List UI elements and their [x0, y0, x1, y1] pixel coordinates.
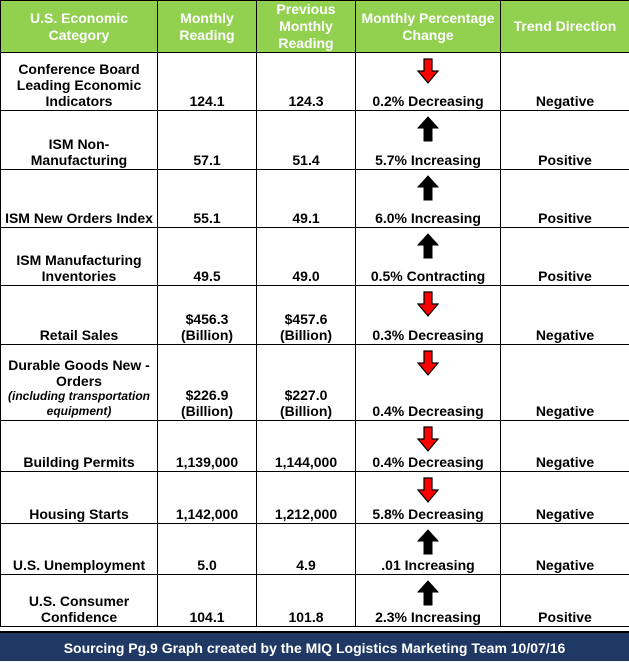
category-name: ISM New Orders Index	[4, 210, 154, 226]
category-name: Conference Board Leading Economic Indicators	[4, 61, 154, 109]
change-value: 0.4% Decreasing	[372, 403, 483, 419]
category-cell	[1, 472, 158, 524]
monthly-value: 5.0	[197, 557, 216, 573]
monthly-reading-cell	[158, 575, 257, 627]
monthly-value: 1,142,000	[176, 506, 238, 522]
table-body	[1, 53, 629, 627]
change-value: 2.3% Increasing	[375, 609, 481, 625]
arrow-down-icon	[417, 426, 439, 452]
category-cell	[1, 421, 158, 472]
table-row	[1, 524, 629, 575]
trend-value: Negative	[536, 454, 594, 470]
monthly-reading-cell	[158, 170, 257, 228]
percentage-change-cell	[356, 345, 501, 421]
table-row	[1, 421, 629, 472]
percentage-change-cell	[356, 170, 501, 228]
table-row	[1, 286, 629, 345]
monthly-value: 104.1	[189, 609, 224, 625]
trend-direction-cell	[501, 345, 629, 421]
trend-value: Negative	[536, 557, 594, 573]
previous-reading-cell	[257, 575, 356, 627]
monthly-value: 1,139,000	[176, 454, 238, 470]
monthly-unit: (Billion)	[181, 403, 233, 419]
previous-reading-cell	[257, 524, 356, 575]
trend-direction-cell	[501, 170, 629, 228]
trend-direction-cell	[501, 575, 629, 627]
monthly-value: $226.9	[186, 387, 229, 403]
previous-value: 101.8	[288, 609, 323, 625]
trend-direction-cell	[501, 421, 629, 472]
change-value: .01 Increasing	[381, 557, 474, 573]
trend-value: Positive	[538, 609, 592, 625]
percentage-change-cell	[356, 286, 501, 345]
trend-value: Negative	[536, 506, 594, 522]
table-row	[1, 472, 629, 524]
trend-value: Positive	[538, 268, 592, 284]
table-row	[1, 575, 629, 627]
previous-reading-cell	[257, 421, 356, 472]
arrow-down-icon	[417, 350, 439, 376]
table-row	[1, 228, 629, 286]
category-name: U.S. Unemployment	[4, 557, 154, 573]
arrow-up-icon	[417, 175, 439, 201]
footer-credit: Sourcing Pg.9 Graph created by the MIQ Logistics Marketing Team 10/07/16	[0, 631, 629, 661]
category-name: U.S. Consumer Confidence	[4, 593, 154, 625]
header-monthly-reading: Monthly Reading	[158, 1, 257, 53]
category-cell	[1, 170, 158, 228]
change-value: 5.7% Increasing	[375, 152, 481, 168]
previous-reading-cell	[257, 170, 356, 228]
header-trend-direction: Trend Direction	[501, 1, 629, 53]
change-value: 0.3% Decreasing	[372, 327, 483, 343]
monthly-reading-cell	[158, 472, 257, 524]
trend-direction-cell	[501, 524, 629, 575]
previous-value: $227.0	[285, 387, 328, 403]
monthly-reading-cell	[158, 286, 257, 345]
previous-reading-cell	[257, 286, 356, 345]
arrow-up-icon	[417, 580, 439, 606]
category-cell	[1, 53, 158, 111]
category-cell	[1, 575, 158, 627]
previous-reading-cell	[257, 472, 356, 524]
previous-unit: (Billion)	[280, 327, 332, 343]
change-value: 6.0% Increasing	[375, 210, 481, 226]
arrow-down-icon	[417, 58, 439, 84]
previous-reading-cell	[257, 345, 356, 421]
arrow-up-icon	[417, 233, 439, 259]
category-cell	[1, 286, 158, 345]
category-subnote: (including transportation equipment)	[4, 389, 154, 419]
header-percentage-change: Monthly Percentage Change	[356, 1, 501, 53]
category-cell	[1, 524, 158, 575]
table-row	[1, 111, 629, 170]
category-name: Durable Goods New -Orders	[4, 357, 154, 389]
previous-reading-cell	[257, 111, 356, 170]
monthly-reading-cell	[158, 111, 257, 170]
monthly-reading-cell	[158, 228, 257, 286]
percentage-change-cell	[356, 111, 501, 170]
table-row	[1, 53, 629, 111]
arrow-down-icon	[417, 291, 439, 317]
monthly-reading-cell	[158, 421, 257, 472]
trend-direction-cell	[501, 53, 629, 111]
previous-reading-cell	[257, 53, 356, 111]
monthly-value: 57.1	[193, 152, 220, 168]
previous-value: 1,144,000	[275, 454, 337, 470]
previous-value: 49.0	[292, 268, 319, 284]
previous-value: 4.9	[296, 557, 315, 573]
table-row	[1, 345, 629, 421]
percentage-change-cell	[356, 228, 501, 286]
trend-direction-cell	[501, 111, 629, 170]
category-name: Retail Sales	[4, 327, 154, 343]
header-previous-reading: Previous Monthly Reading	[257, 1, 356, 53]
trend-value: Negative	[536, 327, 594, 343]
trend-direction-cell	[501, 286, 629, 345]
category-name: ISM Non-Manufacturing	[4, 136, 154, 168]
header-category: U.S. Economic Category	[1, 1, 158, 53]
monthly-value: 49.5	[193, 268, 220, 284]
arrow-up-icon	[417, 116, 439, 142]
previous-reading-cell	[257, 228, 356, 286]
trend-value: Positive	[538, 210, 592, 226]
category-cell	[1, 111, 158, 170]
trend-value: Negative	[536, 403, 594, 419]
trend-direction-cell	[501, 228, 629, 286]
previous-value: 49.1	[292, 210, 319, 226]
change-value: 0.4% Decreasing	[372, 454, 483, 470]
trend-value: Negative	[536, 93, 594, 109]
category-name: ISM Manufacturing Inventories	[4, 252, 154, 284]
category-name: Building Permits	[4, 454, 154, 470]
trend-value: Positive	[538, 152, 592, 168]
category-cell	[1, 228, 158, 286]
monthly-value: $456.3	[186, 311, 229, 327]
monthly-reading-cell	[158, 53, 257, 111]
monthly-reading-cell	[158, 524, 257, 575]
table-row	[1, 170, 629, 228]
percentage-change-cell	[356, 53, 501, 111]
change-value: 0.2% Decreasing	[372, 93, 483, 109]
arrow-down-icon	[417, 477, 439, 503]
arrow-up-icon	[417, 529, 439, 555]
previous-value: 124.3	[288, 93, 323, 109]
category-name: Housing Starts	[4, 506, 154, 522]
monthly-value: 124.1	[189, 93, 224, 109]
previous-value: 1,212,000	[275, 506, 337, 522]
percentage-change-cell	[356, 421, 501, 472]
previous-unit: (Billion)	[280, 403, 332, 419]
previous-value: 51.4	[292, 152, 319, 168]
trend-direction-cell	[501, 472, 629, 524]
category-cell	[1, 345, 158, 421]
change-value: 5.8% Decreasing	[372, 506, 483, 522]
percentage-change-cell	[356, 472, 501, 524]
percentage-change-cell	[356, 575, 501, 627]
change-value: 0.5% Contracting	[371, 268, 485, 284]
monthly-unit: (Billion)	[181, 327, 233, 343]
header-row	[1, 1, 629, 53]
monthly-reading-cell	[158, 345, 257, 421]
percentage-change-cell	[356, 524, 501, 575]
previous-value: $457.6	[285, 311, 328, 327]
monthly-value: 55.1	[193, 210, 220, 226]
